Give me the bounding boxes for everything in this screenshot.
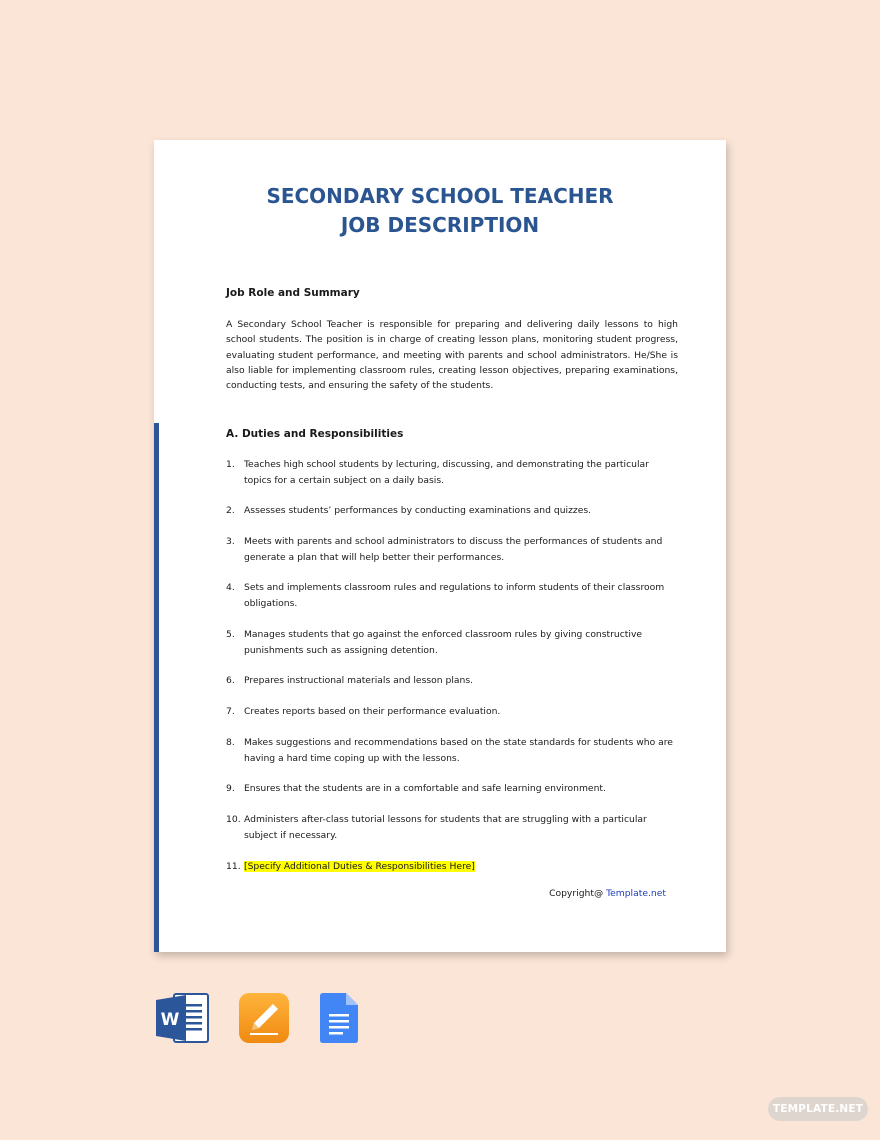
list-item bbox=[226, 627, 678, 658]
summary-text: A Secondary School Teacher is responsible for preparing and delivering daily lessons to high school students. The position is in charge of creating lesson plans, monitoring student progress, evaluating student performance, and meeting with parents and school administrators. He/She is also liable for implementing classroom rules, creating lesson objectives, preparing examinations, conducting tests, and ensuring the safety of the students. bbox=[226, 319, 678, 392]
copyright-brand-link[interactable]: Template.net bbox=[606, 888, 666, 899]
list-item-text: Creates reports based on their performance evaluation. bbox=[244, 706, 501, 717]
list-item-text: Ensures that the students are in a comfortable and safe learning environment. bbox=[244, 783, 606, 794]
summary-heading: Job Role and Summary bbox=[226, 287, 360, 299]
list-item-number: 11. bbox=[226, 861, 241, 872]
list-item-number: 4. bbox=[226, 582, 235, 593]
placeholder-item-text bbox=[244, 859, 678, 875]
title-line-2: JOB DESCRIPTION bbox=[340, 213, 540, 237]
list-item-number: 9. bbox=[226, 783, 235, 794]
list-item bbox=[226, 503, 678, 519]
list-item-number: 1. bbox=[226, 459, 235, 470]
list-item bbox=[226, 580, 678, 611]
document-title bbox=[154, 182, 726, 240]
summary-body bbox=[226, 317, 678, 393]
list-item bbox=[226, 673, 678, 689]
summary-section bbox=[226, 286, 678, 300]
list-item bbox=[226, 781, 678, 797]
copyright-note bbox=[549, 888, 666, 899]
list-item-number: 8. bbox=[226, 737, 235, 748]
title-line-1: SECONDARY SCHOOL TEACHER bbox=[266, 184, 614, 208]
list-item-text: Makes suggestions and recommendations based on the state standards for students who are having a hard time coping up with the lessons. bbox=[244, 737, 673, 764]
list-item-number: 5. bbox=[226, 629, 235, 640]
list-item-number: 7. bbox=[226, 706, 235, 717]
list-item bbox=[226, 859, 678, 875]
google-docs-icon[interactable] bbox=[318, 992, 360, 1049]
list-item-text: Prepares instructional materials and lesson plans. bbox=[244, 675, 474, 686]
list-item bbox=[226, 812, 678, 843]
list-item-text: Manages students that go against the enforced classroom rules by giving constructive punishments such as assigning detention. bbox=[244, 629, 643, 656]
duties-heading-wrap bbox=[226, 427, 678, 441]
list-item-text: Meets with parents and school administrators to discuss the performances of students and generate a plan that will help better their performances. bbox=[244, 536, 663, 563]
list-item bbox=[226, 457, 678, 488]
list-item-number: 10. bbox=[226, 814, 241, 825]
highlight-placeholder: [Specify Additional Duties & Responsibilities Here] bbox=[244, 861, 475, 872]
copyright-prefix: Copyright@ bbox=[549, 888, 607, 899]
list-item-number: 2. bbox=[226, 505, 235, 516]
list-item-number: 6. bbox=[226, 675, 235, 686]
pages-icon[interactable] bbox=[238, 992, 290, 1049]
list-item-number: 3. bbox=[226, 536, 235, 547]
duties-heading: A. Duties and Responsibilities bbox=[226, 428, 404, 440]
page-accent-bar bbox=[154, 423, 159, 952]
list-item bbox=[226, 735, 678, 766]
word-icon[interactable] bbox=[154, 992, 210, 1049]
word-icon-letter: W bbox=[160, 1010, 180, 1030]
list-item bbox=[226, 704, 678, 720]
document-page bbox=[154, 140, 726, 952]
list-item-text: Administers after-class tutorial lessons for students that are struggling with a particular subject if necessary. bbox=[244, 814, 647, 841]
list-item-text: Teaches high school students by lecturing, discussing, and demonstrating the particular topics for a certain subject on a daily basis. bbox=[244, 459, 649, 486]
list-item-text: Assesses students’ performances by conducting examinations and quizzes. bbox=[244, 505, 592, 516]
list-item-text: Sets and implements classroom rules and regulations to inform students of their classroom obligations. bbox=[244, 582, 665, 609]
list-item bbox=[226, 534, 678, 565]
watermark-badge: TEMPLATE.NET bbox=[768, 1097, 868, 1121]
